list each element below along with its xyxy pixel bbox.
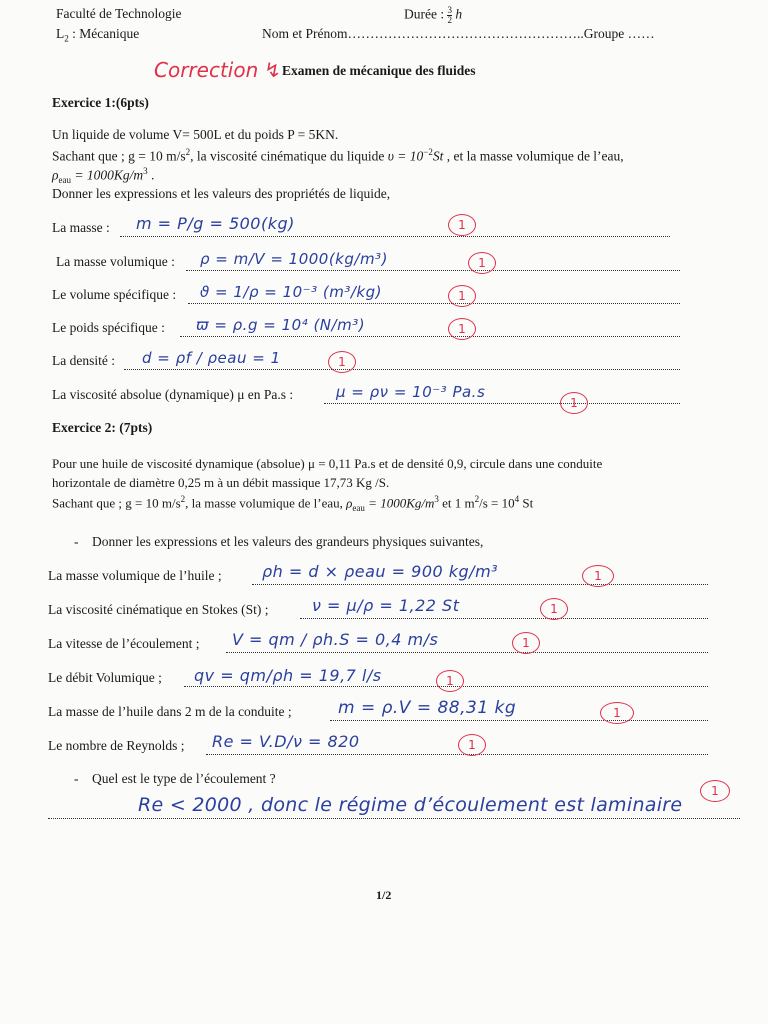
row-label: La masse volumique de l’huile ; [48,568,222,583]
score-mark: 1 [600,702,634,724]
correction-handwritten: Correction ↯ [154,58,282,82]
ex2-title: Exercice 2: (7pts) [52,420,153,435]
score-mark: 1 [700,780,730,802]
page-number: 1/2 [376,888,392,902]
ex1-line4: Donner les expressions et les valeurs des propriétés de liquide, [52,186,391,201]
final-handwritten-answer: Re < 2000 , donc le régime d’écoulement est laminaire [138,794,683,816]
row-label: La masse de l’huile dans 2 m de la conduite ; [48,704,292,719]
ex1-line3: $\rho_{eau} = 1000Kg/m^3$ . [52,166,155,186]
row-label: La masse : [52,220,110,235]
score-mark: 1 [540,598,568,620]
ex2-line1: Pour une huile de viscosité dynamique (absolue) μ = 0,11 Pa.s et de densité 0,9, circule dans une conduite [52,456,603,471]
score-mark: 1 [448,318,476,340]
ex2-bullet-2: - Quel est le type de l’écoulement ? [74,771,276,786]
score-mark: 1 [468,252,496,274]
row-label: La densité : [52,353,115,368]
level-text: $L_2$ : Mécanique [56,26,140,44]
row-label: Le nombre de Reynolds ; [48,738,185,753]
handwritten-answer: qv = qm/ρh = 19,7 l/s [194,666,382,685]
handwritten-answer: Re = V.D/ν = 820 [212,732,360,751]
ex1-line1: Un liquide de volume V= 500L et du poids P = 5KN. [52,127,339,142]
score-mark: 1 [582,565,614,587]
row-label: La viscosité absolue (dynamique) μ en Pa.s : [52,387,294,402]
faculty-text: Faculté de Technologie [56,6,182,21]
row-label: Le volume spécifique : [52,287,177,302]
handwritten-answer: V = qm / ρh.S = 0,4 m/s [232,630,439,649]
score-mark: 1 [560,392,588,414]
ex1-title: Exercice 1:(6pts) [52,95,149,110]
handwritten-answer: d = ρf / ρeau = 1 [142,349,281,367]
name-group-line: Nom et Prénom……………………………………………..Groupe …… [262,26,655,41]
row-label: Le débit Volumique ; [48,670,162,685]
handwritten-answer: ν = μ/ρ = 1,22 St [312,596,460,615]
row-label: La viscosité cinématique en Stokes (St) ; [48,602,269,617]
score-mark: 1 [448,214,476,236]
handwritten-answer: ϖ = ρ.g = 10⁴ (N/m³) [196,316,366,334]
score-mark: 1 [448,285,476,307]
duration-text: Durée : $\frac{3}{2}$ h [404,5,463,25]
row-label: La vitesse de l’écoulement ; [48,636,200,651]
ex1-line2: Sachant que ; g = 10 $m/s^2$, la viscosité cinématique du liquide $\upsilon = 10^{-2}St$ , et la masse volumique de l’eau, [52,147,624,164]
row-label: La masse volumique : [56,254,175,269]
ex2-line2: horizontale de diamètre 0,25 m à un débit massique 17,73 Kg /S. [52,475,390,490]
handwritten-answer: m = ρ.V = 88,31 kg [338,698,517,718]
ex2-line3: Sachant que ; g = 10 $m/s^2$, la masse volumique de l’eau, $\rho_{eau} = 1000Kg/m^3$ et 1 $m^2/s = 10^4$ St [52,494,534,513]
handwritten-answer: ρh = d × ρeau = 900 kg/m³ [262,562,499,581]
score-mark: 1 [328,351,356,373]
handwritten-answer: μ = ρν = 10⁻³ Pa.s [336,383,486,401]
handwritten-answer: m = P/g = 500(kg) [136,214,295,233]
exam-title: Examen de mécanique des fluides [282,63,476,78]
score-mark: 1 [512,632,540,654]
handwritten-answer: ρ = m/V = 1000(kg/m³) [200,250,388,268]
ex2-bullet-1: - Donner les expressions et les valeurs des grandeurs physiques suivantes, [74,534,484,549]
handwritten-answer: ϑ = 1/ρ = 10⁻³ (m³/kg) [200,283,382,301]
score-mark: 1 [458,734,486,756]
score-mark: 1 [436,670,464,692]
row-label: Le poids spécifique : [52,320,165,335]
